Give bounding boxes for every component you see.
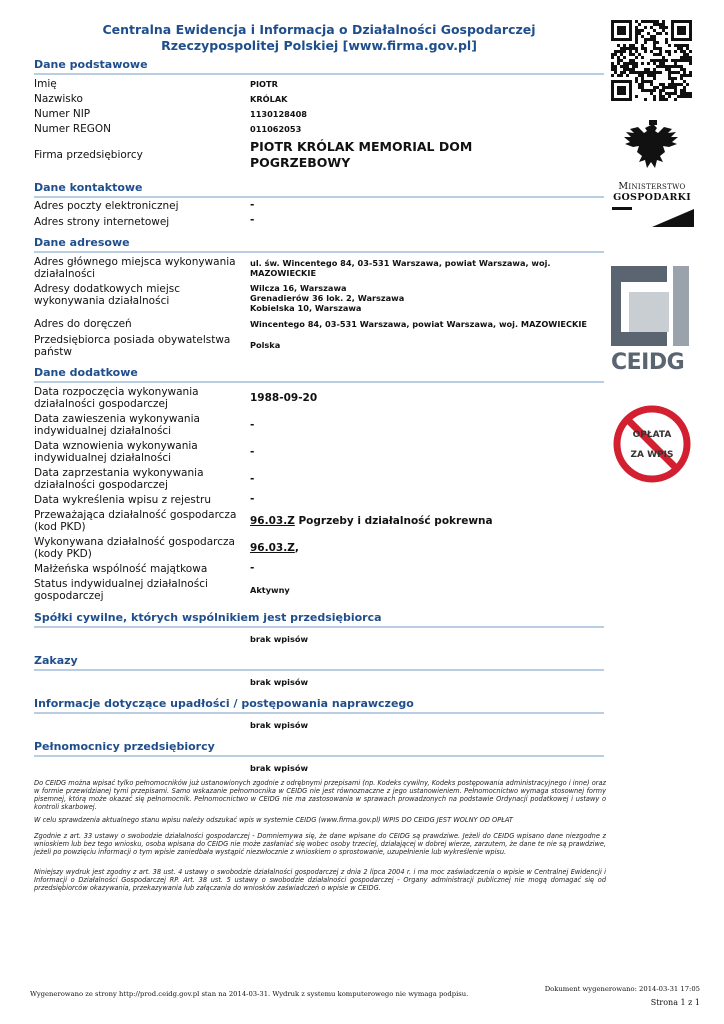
note-aktualny-stan: W celu sprawdzenia aktualnego stanu wpisu należy odszukać wpis w systemie CEIDG (www.firma.gov.pl) WPIS DO CEIDG JEST WOLNY OD OPŁAT <box>34 816 513 824</box>
ministerstwo-line-2: GOSPODARKI <box>613 192 691 203</box>
section-dane-kontaktowe: Dane kontaktowe <box>34 181 604 198</box>
value-email: - <box>250 199 255 211</box>
label-adresy-dodatkowe-line-2: wykonywania działalności <box>34 295 170 307</box>
label-adres-glowny-line-2: działalności <box>34 268 96 280</box>
footer-document-date: Dokument wygenerowano: 2014-03-31 17:05 <box>544 985 700 993</box>
label-obywatelstwo <box>34 334 244 358</box>
eagle-emblem-icon <box>620 118 686 182</box>
label-status <box>34 578 244 602</box>
label-data-rozpoczecia-line-2: działalności gospodarczej <box>34 398 168 410</box>
label-firma: Firma przedsiębiorcy <box>34 149 143 161</box>
value-adresy-dodatkowe-line-2: Grenadierów 36 lok. 2, Warszawa <box>250 293 405 303</box>
value-wykonywana-pkd <box>250 542 610 554</box>
value-www: - <box>250 214 255 226</box>
section-upadlosc: Informacje dotyczące upadłości / postępowania naprawczego <box>34 697 604 714</box>
label-data-zawieszenia <box>34 413 244 437</box>
value-malzenska-wspolnosc: - <box>250 562 255 574</box>
value-imie: PIOTR <box>250 79 278 89</box>
label-nip: Numer NIP <box>34 108 91 120</box>
label-data-rozpoczecia <box>34 386 244 410</box>
label-wykonywana-pkd-line-1: Wykonywana działalność gospodarcza <box>34 536 235 548</box>
stamp-line-2: ZA WPIS <box>630 450 674 460</box>
label-wykonywana-pkd-line-2: (kody PKD) <box>34 548 92 560</box>
label-status-line-1: Status indywidualnej działalności <box>34 578 208 590</box>
note-art-33: Zgodnie z art. 33 ustawy o swobodzie działalności gospodarczej - Domniemywa się, że dane wpisane do CEIDG są prawdziwe. Jeżeli do CEIDG wpisano dane niezgodne z wnioskiem lub bez tego wniosku, osoba wpisana do CEIDG nie może zasłaniać się wobec osoby trzeciej, działającej w dobrej wierze, zarzutem, że dane te nie są prawdziwe, jeżeli po powzięciu informacji o tym wpisie zaniedbała wystąpić niezwłocznie z wnioskiem o sprostowanie, uzupełnienie lub wykreślenie wpisu. <box>34 832 606 856</box>
label-data-zawieszenia-line-1: Data zawieszenia wykonywania <box>34 413 200 425</box>
section-dane-dodatkowe: Dane dodatkowe <box>34 366 604 383</box>
footer-page-number: Strona 1 z 1 <box>650 998 700 1007</box>
label-data-wykreslenia: Data wykreślenia wpisu z rejestru <box>34 494 211 506</box>
value-adres-glowny-line-2: MAZOWIECKIE <box>250 268 317 278</box>
note-art-38: Niniejszy wydruk jest zgodny z art. 38 ust. 4 ustawy o swobodzie działalności gospodarczej z dnia 2 lipca 2004 r. i ma moc zaświadczenia o wpisie w Centralnej Ewidencji i Informacji o Działalności Gospodarczej RP. Art. 38 ust. 5 ustawy o swobodzie działalności gospodarczej - Organy administracji publicznej nie mogą domagać się od przedsiębiorców okazywania, przekazywania lub załączania do wniosków zaświadczeń o wpisie w CEIDG. <box>34 868 606 892</box>
label-data-zaprzestania <box>34 467 244 491</box>
label-adres-glowny <box>34 256 244 280</box>
page-title <box>34 22 604 54</box>
label-przewazajaca-pkd <box>34 509 244 533</box>
label-regon: Numer REGON <box>34 123 112 135</box>
value-adresy-dodatkowe-line-3: Kobielska 10, Warszawa <box>250 303 362 313</box>
label-status-line-2: gospodarczej <box>34 590 104 602</box>
qr-code <box>611 20 691 102</box>
value-nazwisko: KRÓLAK <box>250 94 288 104</box>
value-nip: 1130128408 <box>250 109 307 119</box>
label-email: Adres poczty elektronicznej <box>34 200 179 212</box>
value-regon: 011062053 <box>250 124 302 134</box>
label-adres-doreczen: Adres do doręczeń <box>34 318 132 330</box>
title-line-2: Rzeczypospolitej Polskiej [www.firma.gov.pl] <box>161 38 477 53</box>
label-adres-glowny-line-1: Adres głównego miejsca wykonywania <box>34 256 236 268</box>
section-spolki-cywilne: Spółki cywilne, których wspólnikiem jest przedsiębiorca <box>34 611 604 628</box>
title-line-1: Centralna Ewidencja i Informacja o Działalności Gospodarczej <box>102 22 536 37</box>
value-adres-glowny <box>250 258 610 278</box>
value-przewazajaca-pkd <box>250 515 610 527</box>
value-data-wykreslenia: - <box>250 493 255 505</box>
value-adresy-dodatkowe <box>250 283 610 313</box>
label-data-zawieszenia-line-2: indywidualnej działalności <box>34 425 172 437</box>
footer-generated: Wygenerowano ze strony http://prod.ceidg.gov.pl stan na 2014-03-31. Wydruk z systemu komputerowego nie wymaga podpisu. <box>30 990 469 998</box>
section-pelnomocnicy: Pełnomocnicy przedsiębiorcy <box>34 740 604 757</box>
ceidg-wordmark: CEIDG <box>611 350 685 375</box>
label-adresy-dodatkowe <box>34 283 244 307</box>
label-wykonywana-pkd <box>34 536 244 560</box>
ceidg-logo <box>611 262 693 382</box>
section-zakazy: Zakazy <box>34 654 604 671</box>
value-data-zawieszenia: - <box>250 419 255 431</box>
section-dane-podstawowe: Dane podstawowe <box>34 58 604 75</box>
value-obywatelstwo: Polska <box>250 340 281 350</box>
label-data-zaprzestania-line-2: działalności gospodarczej <box>34 479 168 491</box>
label-data-wznowienia-line-1: Data wznowienia wykonywania <box>34 440 198 452</box>
value-spolki-empty: brak wpisów <box>250 634 309 644</box>
pkd-description: Pogrzeby i działalność pokrewna <box>294 515 493 527</box>
label-malzenska-wspolnosc: Małżeńska wspólność majątkowa <box>34 563 208 575</box>
firma-line-1: PIOTR KRÓLAK MEMORIAL DOM <box>250 139 473 154</box>
pkd-code-link[interactable]: 96.03.Z <box>250 542 295 554</box>
value-data-rozpoczecia: 1988-09-20 <box>250 392 318 404</box>
label-nazwisko: Nazwisko <box>34 93 83 105</box>
ministerstwo-logo <box>610 181 694 203</box>
value-adres-doreczen: Wincentego 84, 03-531 Warszawa, powiat Warszawa, woj. MAZOWIECKIE <box>250 319 587 329</box>
value-status: Aktywny <box>250 585 290 595</box>
value-firma <box>250 139 610 171</box>
label-przewazajaca-pkd-line-1: Przeważająca działalność gospodarcza <box>34 509 237 521</box>
note-pelnomocnicy: Do CEIDG można wpisać tylko pełnomocników już ustanowionych zgodnie z odrębnymi przepisami (np. Kodeks cywilny, Kodeks postępowania administracyjnego i inne) oraz w formie przewidzianej tymi przepisami. Samo wskazanie pełnomocnika w CEIDG nie jest równoznaczne z jego ustanowieniem. Pełnomocnictwo wymaga stosownej formy pisemnej, którą może okazać się pełnomocnik. Pełnomocnictwo w CEIDG nie ma zastosowania w sprawach prowadzonych na podstawie Ordynacji podatkowej i ustawy o kontroli skarbowej. <box>34 779 606 811</box>
pkd-code-link[interactable]: 96.03.Z <box>250 515 295 527</box>
label-imie: Imię <box>34 78 57 90</box>
label-adresy-dodatkowe-line-1: Adresy dodatkowych miejsc <box>34 283 181 295</box>
stamp-line-1: OPŁATA <box>632 430 672 440</box>
pkd-separator: , <box>294 542 299 554</box>
value-upadlosc-empty: brak wpisów <box>250 720 309 730</box>
ministerstwo-line-1: Ministerstwo <box>618 181 686 192</box>
value-data-wznowienia: - <box>250 446 255 458</box>
label-przewazajaca-pkd-line-2: (kod PKD) <box>34 521 86 533</box>
label-www: Adres strony internetowej <box>34 216 170 228</box>
no-fee-stamp-icon <box>612 404 692 484</box>
label-obywatelstwo-line-1: Przedsiębiorca posiada obywatelstwa <box>34 334 231 346</box>
label-data-wznowienia-line-2: indywidualnej działalności <box>34 452 172 464</box>
value-data-zaprzestania: - <box>250 473 255 485</box>
section-dane-adresowe: Dane adresowe <box>34 236 604 253</box>
value-pelnomocnicy-empty: brak wpisów <box>250 763 309 773</box>
value-zakazy-empty: brak wpisów <box>250 677 309 687</box>
ministerstwo-bar <box>612 207 694 227</box>
label-data-wznowienia <box>34 440 244 464</box>
label-data-rozpoczecia-line-1: Data rozpoczęcia wykonywania <box>34 386 199 398</box>
value-adresy-dodatkowe-line-1: Wilcza 16, Warszawa <box>250 283 347 293</box>
label-obywatelstwo-line-2: państw <box>34 346 72 358</box>
value-adres-glowny-line-1: ul. św. Wincentego 84, 03-531 Warszawa, powiat Warszawa, woj. <box>250 258 551 268</box>
label-data-zaprzestania-line-1: Data zaprzestania wykonywania <box>34 467 204 479</box>
firma-line-2: POGRZEBOWY <box>250 155 351 170</box>
